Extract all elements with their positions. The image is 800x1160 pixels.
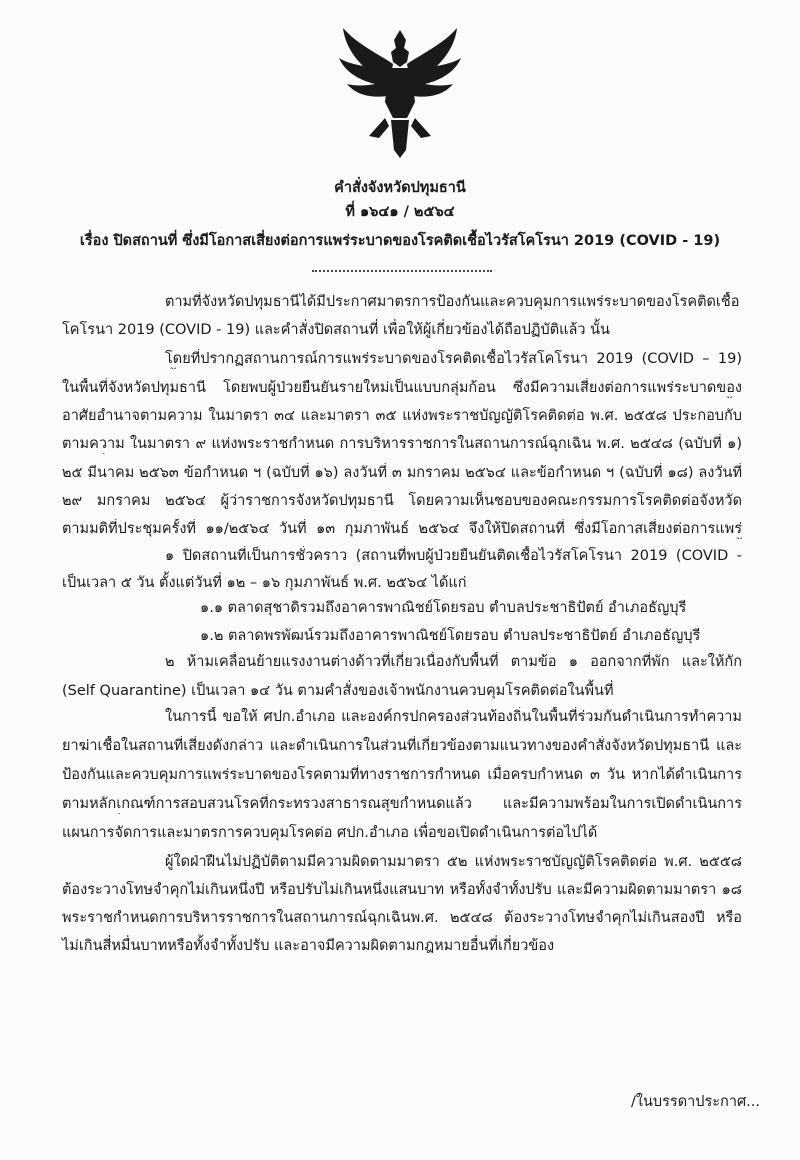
paragraph-line: ในการนี้ ขอให้ ศปก.อำเภอ และองค์กรปกครองส่วนท้องถิ่นในพื้นที่ร่วมกันดำเนินการทำความ xyxy=(165,709,742,725)
paragraph-line: ตามหลักเกณฑ์การสอบสวนโรคที่กระทรวงสาธารณสุขกำหนดแล้ว และมีความพร้อมในการเปิดดำเนินการ xyxy=(62,796,742,812)
paragraph-line: ตามมติที่ประชุมครั้งที่ ๑๑/๒๕๖๔ วันที่ ๑๓ กุมภาพันธ์ ๒๕๖๔ จึงให้ปิดสถานที่ ซึ่งมีโอกาสเสี่ยงต่อการแพร่ xyxy=(62,521,742,537)
sub-item: ๑.๒ ตลาดพรพัฒน์รวมถึงอาคารพาณิชย์โดยรอบ ตำบลประชาธิปัตย์ อำเภอธัญบุรี xyxy=(200,628,701,644)
order-title: คำสั่งจังหวัดปทุมธานี xyxy=(334,180,466,196)
paragraph-line: ไม่เกินสี่หมื่นบาทหรือทั้งจำทั้งปรับ และอาจมีความผิดตามกฎหมายอื่นที่เกี่ยวข้อง xyxy=(62,938,555,954)
paragraph-line: แผนการจัดการและมาตรการควบคุมโรคต่อ ศปก.อำเภอ เพื่อขอเปิดดำเนินการต่อไปได้ xyxy=(62,825,598,841)
item-1-line: เป็นเวลา ๕ วัน ตั้งแต่วันที่ ๑๒ – ๑๖ กุมภาพันธ์ พ.ศ. ๒๕๖๔ ได้แก่ xyxy=(62,575,467,591)
paragraph-line: ตามที่จังหวัดปทุมธานีได้มีประกาศมาตรการป้องกันและควบคุมการแพร่ระบาดของโรคติดเชื้อ xyxy=(165,294,740,310)
paragraph-line: ๒๙ มกราคม ๒๕๖๔ ผู้ว่าราชการจังหวัดปทุมธานี โดยความเห็นชอบของคณะกรรมการโรคติดต่อจังหวัด xyxy=(62,493,742,509)
paragraph-line: ๒๕ มีนาคม ๒๕๖๓ ข้อกำหนด ฯ (ฉบับที่ ๑๖) ลงวันที่ ๓ มกราคม ๒๕๖๔ และข้อกำหนด ฯ (ฉบับที่ ๑๘) ลงวันที่ xyxy=(62,465,742,481)
paragraph-line: ตามความ ในมาตรา ๙ แห่งพระราชกำหนด การบริหารราชการในสถานการณ์ฉุกเฉิน พ.ศ. ๒๕๔๘ (ฉบับที่ ๑) xyxy=(62,436,742,452)
order-subject: เรื่อง ปิดสถานที่ ซึ่งมีโอกาสเสี่ยงต่อการแพร่ระบาดของโรคติดเชื้อไวรัสโคโรนา 2019 (COVID - 19) xyxy=(79,233,721,249)
order-number: ที่ ๑๖๔๑ / ๒๕๖๔ xyxy=(345,204,455,220)
paragraph-line: พระราชกำหนดการบริหารราชการในสถานการณ์ฉุกเฉินพ.ศ. ๒๕๔๘ ต้องระวางโทษจำคุกไม่เกินสองปี หรือ xyxy=(62,910,742,926)
paragraph-line: ป้องกันและควบคุมการแพร่ระบาดของโรคตามที่ทางราชการกำหนด เมื่อครบกำหนด ๓ วัน หากได้ดำเนินการ xyxy=(62,767,742,783)
paragraph-line: ในพื้นที่จังหวัดปทุมธานี โดยพบผู้ป่วยยืนยันรายใหม่เป็นแบบกลุ่มก้อน ซึ่งมีความเสี่ยงต่อการแพร่ระบาดของ xyxy=(62,380,742,396)
paragraph-line: ยาฆ่าเชื้อในสถานที่เสี่ยงดังกล่าว และดำเนินการในส่วนที่เกี่ยวข้องตามแนวทางของคำสั่งจังหวัดปทุมธานี และ xyxy=(62,738,742,754)
item-2-line: (Self Quarantine) เป็นเวลา ๑๔ วัน ตามคำสั่งของเจ้าพนักงานควบคุมโรคติดต่อในพื้นที่ xyxy=(62,683,614,699)
paragraph-line: ต้องระวางโทษจำคุกไม่เกินหนึ่งปี หรือปรับไม่เกินหนึ่งแสนบาท หรือทั้งจำทั้งปรับ และมีความผิดตามมาตรา ๑๘ xyxy=(62,882,742,898)
divider xyxy=(312,270,492,272)
paragraph-line: อาศัยอำนาจตามความ ในมาตรา ๓๔ และมาตรา ๓๕ แห่งพระราชบัญญัติโรคติดต่อ พ.ศ. ๒๕๕๘ ประกอบกับ xyxy=(62,408,742,424)
sub-item: ๑.๑ ตลาดสุชาดิรวมถึงอาคารพาณิชย์โดยรอบ ตำบลประชาธิปัตย์ อำเภอธัญบุรี xyxy=(200,600,687,616)
paragraph-line: ผู้ใดฝ่าฝืนไม่ปฏิบัติตามมีความผิดตามมาตรา ๕๒ แห่งพระราชบัญญัติโรคติดต่อ พ.ศ. ๒๕๕๘ xyxy=(165,854,742,870)
paragraph-line: โคโรนา 2019 (COVID - 19) และคำสั่งปิดสถานที่ เพื่อให้ผู้เกี่ยวข้องได้ถือปฏิบัติแล้ว นั้น xyxy=(62,322,610,338)
item-1-line: ๑ ปิดสถานที่เป็นการชั่วคราว (สถานที่พบผู้ป่วยยืนยันติดเชื้อไวรัสโคโรนา 2019 (COVID - xyxy=(165,548,742,564)
continuation-note: /ในบรรดาประกาศ... xyxy=(631,1094,760,1110)
item-2-line: ๒ ห้ามเคลื่อนย้ายแรงงานต่างด้าวที่เกี่ยวเนื่องกับพื้นที่ ตามข้อ ๑ ออกจากที่พัก และให้กัก xyxy=(165,654,742,670)
paragraph-line: โดยที่ปรากฏสถานการณ์การแพร่ระบาดของโรคติดเชื้อไวรัสโคโรนา 2019 (COVID – 19) xyxy=(165,351,742,367)
garuda-emblem xyxy=(335,22,465,162)
